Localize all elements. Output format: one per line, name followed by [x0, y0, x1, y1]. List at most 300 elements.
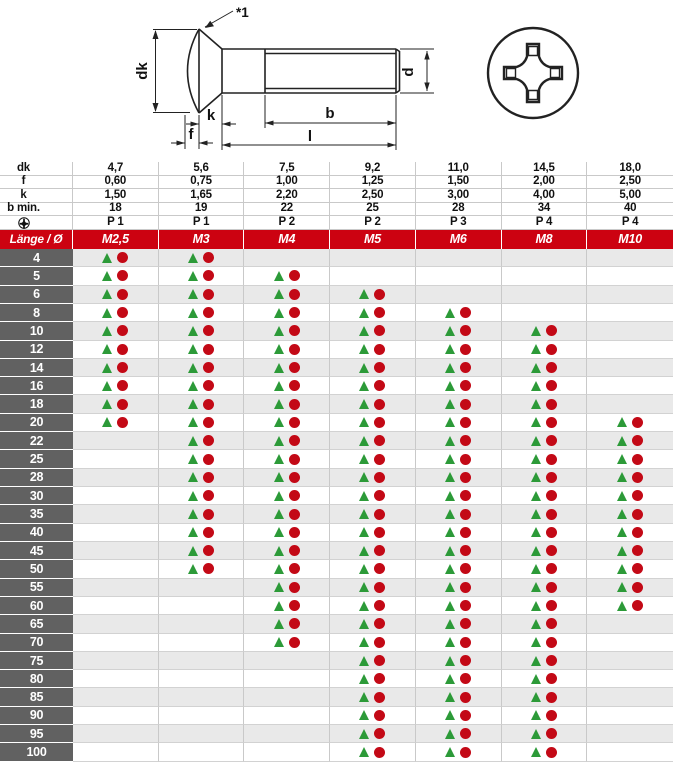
availability-cell-M6-100	[416, 743, 502, 761]
availability-triangle-marker	[188, 399, 198, 409]
availability-cell-M10-100	[587, 743, 673, 761]
availability-circle-marker	[546, 399, 557, 410]
availability-triangle-marker	[445, 546, 455, 556]
availability-cell-M8-25	[502, 450, 588, 468]
table-row-length-60	[0, 597, 673, 615]
availability-cell-M10-85	[587, 688, 673, 706]
length-label: 8	[0, 304, 73, 322]
length-label: 22	[0, 432, 73, 450]
availability-triangle-marker	[445, 509, 455, 519]
availability-cell-M2_5-5	[73, 267, 159, 285]
length-label: 90	[0, 707, 73, 725]
availability-cell-M3-95	[159, 725, 245, 743]
availability-cell-M5-35	[330, 505, 416, 523]
availability-triangle-marker	[188, 344, 198, 354]
availability-cell-M6-55	[416, 579, 502, 597]
availability-circle-marker	[117, 417, 128, 428]
availability-circle-marker	[289, 270, 300, 281]
availability-circle-marker	[460, 673, 471, 684]
availability-triangle-marker	[188, 326, 198, 336]
availability-cell-M2_5-35	[73, 505, 159, 523]
table-row-length-20	[0, 414, 673, 432]
availability-triangle-marker	[274, 454, 284, 464]
availability-cell-M4-25	[244, 450, 330, 468]
availability-cell-M2_5-6	[73, 286, 159, 304]
availability-cell-M3-85	[159, 688, 245, 706]
availability-circle-marker	[203, 509, 214, 520]
availability-circle-marker	[546, 454, 557, 465]
spec-value: P 3	[416, 216, 502, 230]
availability-cell-M5-12	[330, 341, 416, 359]
availability-cell-M10-90	[587, 707, 673, 725]
availability-circle-marker	[117, 289, 128, 300]
availability-triangle-marker	[102, 308, 112, 318]
availability-triangle-marker	[531, 674, 541, 684]
availability-triangle-marker	[445, 363, 455, 373]
availability-cell-M8-95	[502, 725, 588, 743]
length-label: 18	[0, 395, 73, 413]
phillips-icon	[18, 217, 30, 229]
spec-value: 2,50	[330, 189, 416, 203]
length-label: 85	[0, 688, 73, 706]
availability-circle-marker	[289, 344, 300, 355]
availability-triangle-marker	[445, 436, 455, 446]
availability-cell-M4-18	[244, 395, 330, 413]
availability-triangle-marker	[274, 308, 284, 318]
availability-triangle-marker	[274, 289, 284, 299]
label-b: b	[325, 105, 335, 122]
spec-value: 14,5	[502, 162, 588, 176]
availability-triangle-marker	[445, 747, 455, 757]
table-row-length-40	[0, 524, 673, 542]
availability-cell-M5-14	[330, 359, 416, 377]
availability-cell-M2_5-40	[73, 524, 159, 542]
availability-cell-M2_5-60	[73, 597, 159, 615]
table-row-length-18	[0, 395, 673, 413]
availability-circle-marker	[632, 545, 643, 556]
availability-triangle-marker	[359, 472, 369, 482]
availability-triangle-marker	[359, 747, 369, 757]
availability-cell-M5-10	[330, 322, 416, 340]
availability-cell-M5-30	[330, 487, 416, 505]
availability-cell-M3-28	[159, 469, 245, 487]
spec-value: 1,65	[159, 189, 245, 203]
availability-cell-M8-22	[502, 432, 588, 450]
availability-cell-M10-60	[587, 597, 673, 615]
availability-triangle-marker	[531, 381, 541, 391]
availability-circle-marker	[289, 545, 300, 556]
availability-triangle-marker	[617, 491, 627, 501]
length-label: 45	[0, 542, 73, 560]
availability-circle-marker	[460, 582, 471, 593]
availability-cell-M6-65	[416, 615, 502, 633]
spec-value: 40	[587, 203, 673, 217]
availability-triangle-marker	[102, 381, 112, 391]
spec-row-f	[0, 176, 673, 190]
availability-triangle-marker	[359, 436, 369, 446]
table-row-length-70	[0, 634, 673, 652]
availability-cell-M6-22	[416, 432, 502, 450]
availability-circle-marker	[546, 435, 557, 446]
availability-circle-marker	[374, 600, 385, 611]
availability-cell-M3-22	[159, 432, 245, 450]
spec-value: 5,00	[587, 189, 673, 203]
availability-triangle-marker	[531, 601, 541, 611]
availability-triangle-marker	[359, 326, 369, 336]
spec-row-k	[0, 189, 673, 203]
availability-circle-marker	[546, 655, 557, 666]
availability-circle-marker	[546, 637, 557, 648]
availability-circle-marker	[117, 270, 128, 281]
availability-triangle-marker	[445, 491, 455, 501]
availability-circle-marker	[374, 655, 385, 666]
table-row-length-6	[0, 286, 673, 304]
availability-circle-marker	[632, 600, 643, 611]
availability-triangle-marker	[531, 436, 541, 446]
label-d: d	[400, 67, 417, 77]
availability-cell-M8-18	[502, 395, 588, 413]
availability-circle-marker	[460, 728, 471, 739]
size-column-header: M4	[244, 230, 330, 249]
table-row-length-28	[0, 469, 673, 487]
availability-cell-M8-55	[502, 579, 588, 597]
availability-triangle-marker	[102, 289, 112, 299]
availability-cell-M5-50	[330, 560, 416, 578]
availability-cell-M4-75	[244, 652, 330, 670]
availability-circle-marker	[289, 472, 300, 483]
spec-value: 1,50	[73, 189, 159, 203]
availability-circle-marker	[374, 747, 385, 758]
length-label: 95	[0, 725, 73, 743]
availability-circle-marker	[289, 307, 300, 318]
availability-cell-M5-25	[330, 450, 416, 468]
availability-cell-M2_5-18	[73, 395, 159, 413]
availability-circle-marker	[460, 344, 471, 355]
spec-value: 3,00	[416, 189, 502, 203]
availability-triangle-marker	[188, 472, 198, 482]
size-column-header: M2,5	[73, 230, 159, 249]
availability-circle-marker	[546, 344, 557, 355]
availability-circle-marker	[374, 472, 385, 483]
availability-cell-M10-70	[587, 634, 673, 652]
spec-value: 5,6	[159, 162, 245, 176]
availability-circle-marker	[546, 490, 557, 501]
availability-cell-M4-40	[244, 524, 330, 542]
spec-value: 25	[330, 203, 416, 217]
availability-cell-M2_5-22	[73, 432, 159, 450]
availability-cell-M5-5	[330, 267, 416, 285]
availability-triangle-marker	[445, 381, 455, 391]
availability-circle-marker	[203, 399, 214, 410]
availability-cell-M3-18	[159, 395, 245, 413]
spec-value: 19	[159, 203, 245, 217]
availability-circle-marker	[203, 435, 214, 446]
availability-cell-M8-4	[502, 249, 588, 267]
availability-circle-marker	[546, 563, 557, 574]
availability-cell-M3-40	[159, 524, 245, 542]
availability-cell-M6-85	[416, 688, 502, 706]
availability-cell-M5-80	[330, 670, 416, 688]
availability-cell-M10-20	[587, 414, 673, 432]
availability-circle-marker	[289, 399, 300, 410]
availability-cell-M4-20	[244, 414, 330, 432]
availability-circle-marker	[203, 344, 214, 355]
availability-circle-marker	[632, 563, 643, 574]
availability-circle-marker	[117, 307, 128, 318]
availability-triangle-marker	[188, 289, 198, 299]
availability-triangle-marker	[102, 271, 112, 281]
availability-triangle-marker	[617, 582, 627, 592]
availability-triangle-marker	[188, 363, 198, 373]
spec-row-label: k	[0, 189, 73, 203]
label-dk: dk	[134, 62, 151, 80]
availability-cell-M2_5-45	[73, 542, 159, 560]
availability-cell-M3-4	[159, 249, 245, 267]
availability-cell-M2_5-25	[73, 450, 159, 468]
availability-circle-marker	[374, 728, 385, 739]
availability-circle-marker	[289, 490, 300, 501]
availability-cell-M3-75	[159, 652, 245, 670]
availability-cell-M2_5-55	[73, 579, 159, 597]
availability-circle-marker	[460, 527, 471, 538]
availability-circle-marker	[460, 307, 471, 318]
availability-triangle-marker	[359, 381, 369, 391]
table-row-length-90	[0, 707, 673, 725]
availability-triangle-marker	[359, 564, 369, 574]
size-column-header: M8	[502, 230, 588, 249]
availability-triangle-marker	[274, 491, 284, 501]
availability-triangle-marker	[531, 326, 541, 336]
availability-cell-M4-30	[244, 487, 330, 505]
availability-cell-M4-70	[244, 634, 330, 652]
availability-circle-marker	[632, 490, 643, 501]
availability-circle-marker	[374, 435, 385, 446]
availability-circle-marker	[374, 527, 385, 538]
availability-triangle-marker	[531, 582, 541, 592]
table-row-length-50	[0, 560, 673, 578]
availability-cell-M5-55	[330, 579, 416, 597]
availability-cell-M10-35	[587, 505, 673, 523]
availability-circle-marker	[374, 545, 385, 556]
availability-cell-M4-28	[244, 469, 330, 487]
availability-cell-M5-16	[330, 377, 416, 395]
spec-value: 2,20	[244, 189, 330, 203]
availability-cell-M6-6	[416, 286, 502, 304]
availability-cell-M2_5-30	[73, 487, 159, 505]
availability-cell-M3-5	[159, 267, 245, 285]
spec-value: 4,00	[502, 189, 588, 203]
availability-circle-marker	[546, 728, 557, 739]
availability-cell-M4-100	[244, 743, 330, 761]
spec-value: 7,5	[244, 162, 330, 176]
availability-triangle-marker	[445, 417, 455, 427]
availability-circle-marker	[203, 289, 214, 300]
spec-row-label: f	[0, 176, 73, 190]
availability-triangle-marker	[274, 546, 284, 556]
availability-circle-marker	[374, 692, 385, 703]
table-row-length-4	[0, 249, 673, 267]
availability-circle-marker	[203, 252, 214, 263]
availability-triangle-marker	[359, 399, 369, 409]
availability-circle-marker	[374, 307, 385, 318]
availability-circle-marker	[374, 509, 385, 520]
availability-circle-marker	[374, 454, 385, 465]
availability-cell-M5-85	[330, 688, 416, 706]
availability-circle-marker	[203, 563, 214, 574]
availability-triangle-marker	[531, 747, 541, 757]
availability-circle-marker	[460, 710, 471, 721]
availability-cell-M6-10	[416, 322, 502, 340]
availability-cell-M4-10	[244, 322, 330, 340]
availability-triangle-marker	[617, 509, 627, 519]
availability-triangle-marker	[359, 344, 369, 354]
table-row-length-12	[0, 341, 673, 359]
availability-cell-M3-12	[159, 341, 245, 359]
availability-cell-M3-20	[159, 414, 245, 432]
availability-cell-M8-8	[502, 304, 588, 322]
spec-value: 11,0	[416, 162, 502, 176]
availability-circle-marker	[289, 289, 300, 300]
availability-cell-M4-5	[244, 267, 330, 285]
availability-circle-marker	[546, 600, 557, 611]
phillips-recess-top-view	[488, 28, 578, 118]
availability-triangle-marker	[359, 601, 369, 611]
availability-triangle-marker	[274, 326, 284, 336]
availability-cell-M10-10	[587, 322, 673, 340]
availability-circle-marker	[632, 509, 643, 520]
availability-cell-M6-45	[416, 542, 502, 560]
availability-cell-M6-95	[416, 725, 502, 743]
availability-circle-marker	[289, 417, 300, 428]
spec-value: 22	[244, 203, 330, 217]
availability-circle-marker	[374, 490, 385, 501]
label-l: l	[307, 128, 313, 145]
availability-circle-marker	[374, 673, 385, 684]
availability-circle-marker	[117, 380, 128, 391]
table-row-length-75	[0, 652, 673, 670]
availability-cell-M4-12	[244, 341, 330, 359]
availability-triangle-marker	[531, 399, 541, 409]
availability-cell-M10-28	[587, 469, 673, 487]
length-label: 100	[0, 743, 73, 761]
table-row-length-45	[0, 542, 673, 560]
availability-cell-M5-28	[330, 469, 416, 487]
availability-cell-M5-95	[330, 725, 416, 743]
availability-triangle-marker	[445, 582, 455, 592]
availability-triangle-marker	[102, 363, 112, 373]
spec-value: 28	[416, 203, 502, 217]
length-label: 40	[0, 524, 73, 542]
size-column-header: M3	[159, 230, 245, 249]
availability-cell-M8-35	[502, 505, 588, 523]
availability-cell-M3-80	[159, 670, 245, 688]
availability-circle-marker	[460, 692, 471, 703]
spec-value: 18	[73, 203, 159, 217]
availability-circle-marker	[546, 545, 557, 556]
table-row-length-16	[0, 377, 673, 395]
availability-triangle-marker	[445, 637, 455, 647]
availability-triangle-marker	[531, 546, 541, 556]
availability-circle-marker	[546, 527, 557, 538]
availability-cell-M6-20	[416, 414, 502, 432]
availability-cell-M3-60	[159, 597, 245, 615]
availability-triangle-marker	[102, 326, 112, 336]
table-row-length-5	[0, 267, 673, 285]
availability-cell-M6-30	[416, 487, 502, 505]
availability-triangle-marker	[531, 344, 541, 354]
spec-value: 34	[502, 203, 588, 217]
availability-triangle-marker	[359, 710, 369, 720]
availability-cell-M5-20	[330, 414, 416, 432]
availability-cell-M4-95	[244, 725, 330, 743]
availability-circle-marker	[289, 582, 300, 593]
availability-circle-marker	[203, 380, 214, 391]
availability-circle-marker	[460, 362, 471, 373]
availability-triangle-marker	[188, 509, 198, 519]
length-label: 80	[0, 670, 73, 688]
availability-cell-M8-14	[502, 359, 588, 377]
availability-circle-marker	[203, 454, 214, 465]
length-diameter-header: Länge / Ø	[0, 230, 73, 249]
availability-cell-M4-14	[244, 359, 330, 377]
availability-cell-M4-16	[244, 377, 330, 395]
availability-cell-M4-85	[244, 688, 330, 706]
availability-cell-M10-80	[587, 670, 673, 688]
table-row-length-85	[0, 688, 673, 706]
length-label: 75	[0, 652, 73, 670]
length-label: 35	[0, 505, 73, 523]
availability-triangle-marker	[274, 472, 284, 482]
availability-cell-M8-40	[502, 524, 588, 542]
availability-cell-M10-12	[587, 341, 673, 359]
table-row-length-22	[0, 432, 673, 450]
availability-triangle-marker	[274, 436, 284, 446]
availability-cell-M6-4	[416, 249, 502, 267]
availability-triangle-marker	[445, 656, 455, 666]
size-header-row	[0, 230, 673, 249]
availability-triangle-marker	[188, 564, 198, 574]
availability-cell-M8-16	[502, 377, 588, 395]
availability-circle-marker	[203, 472, 214, 483]
availability-cell-M8-28	[502, 469, 588, 487]
availability-triangle-marker	[102, 399, 112, 409]
availability-circle-marker	[289, 527, 300, 538]
availability-cell-M6-90	[416, 707, 502, 725]
availability-triangle-marker	[531, 454, 541, 464]
availability-triangle-marker	[531, 619, 541, 629]
availability-cell-M2_5-14	[73, 359, 159, 377]
availability-triangle-marker	[274, 601, 284, 611]
availability-cell-M10-45	[587, 542, 673, 560]
availability-triangle-marker	[531, 656, 541, 666]
availability-triangle-marker	[359, 363, 369, 373]
availability-cell-M6-50	[416, 560, 502, 578]
availability-triangle-marker	[188, 253, 198, 263]
availability-cell-M3-70	[159, 634, 245, 652]
availability-circle-marker	[460, 325, 471, 336]
availability-circle-marker	[546, 325, 557, 336]
availability-circle-marker	[374, 618, 385, 629]
availability-circle-marker	[289, 325, 300, 336]
availability-circle-marker	[203, 270, 214, 281]
spec-value: P 1	[73, 216, 159, 230]
availability-triangle-marker	[359, 417, 369, 427]
availability-triangle-marker	[531, 564, 541, 574]
availability-circle-marker	[632, 472, 643, 483]
length-label: 20	[0, 414, 73, 432]
availability-triangle-marker	[531, 729, 541, 739]
availability-cell-M3-45	[159, 542, 245, 560]
